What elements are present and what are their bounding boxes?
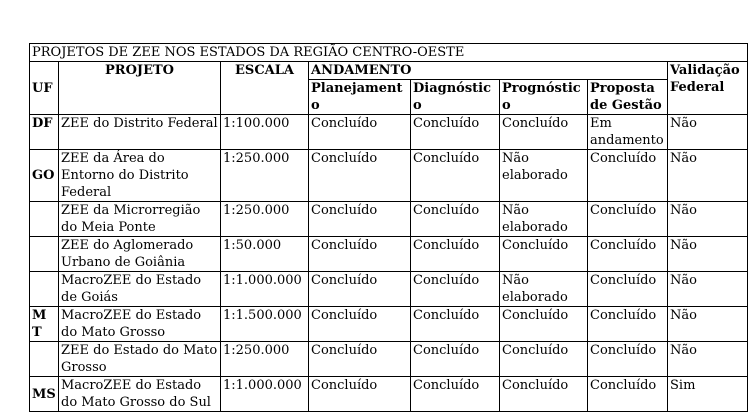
diagnostico-cell: Concluído — [411, 202, 500, 237]
diagnostico-cell: Concluído — [411, 307, 500, 342]
escala-cell: 1:250.000 — [221, 342, 309, 377]
uf-cell-empty — [30, 202, 59, 237]
validacao-cell: Não — [668, 237, 748, 272]
uf-cell-empty — [30, 237, 59, 272]
planejamento-cell: Concluído — [309, 237, 411, 272]
projeto-cell: ZEE da Área do Entorno do Distrito Federal — [59, 150, 221, 202]
validacao-cell: Não — [668, 342, 748, 377]
table-row — [30, 150, 748, 202]
projeto-cell: MacroZEE do Estado do Mato Grosso — [59, 307, 221, 342]
table-row — [30, 115, 748, 150]
title-row — [30, 44, 748, 62]
planejamento-cell: Concluído — [309, 115, 411, 150]
table-body — [30, 115, 748, 412]
table-title: PROJETOS DE ZEE NOS ESTADOS DA REGIÃO CENTRO-OESTE — [30, 44, 748, 62]
validacao-cell: Não — [668, 272, 748, 307]
projeto-cell: MacroZEE do Estado de Goiás — [59, 272, 221, 307]
projeto-cell: MacroZEE do Estado do Mato Grosso do Sul — [59, 377, 221, 412]
table-row — [30, 342, 748, 377]
header-escala: ESCALA — [221, 62, 309, 115]
prognostico-cell: Não elaborado — [500, 272, 588, 307]
table-row — [30, 202, 748, 237]
projeto-cell: ZEE da Microrregião do Meia Ponte — [59, 202, 221, 237]
proposta-cell: Concluído — [588, 150, 668, 202]
diagnostico-cell: Concluído — [411, 272, 500, 307]
diagnostico-cell: Concluído — [411, 377, 500, 412]
prognostico-cell: Concluído — [500, 307, 588, 342]
escala-cell: 1:1.000.000 — [221, 377, 309, 412]
validacao-cell: Não — [668, 307, 748, 342]
validacao-cell: Não — [668, 115, 748, 150]
proposta-cell: Concluído — [588, 202, 668, 237]
escala-cell: 1:100.000 — [221, 115, 309, 150]
header-proposta: Proposta de Gestão — [588, 80, 668, 115]
uf-cell: DF — [30, 115, 59, 150]
header-planejamento: Planejamento — [309, 80, 411, 115]
uf-cell: GO — [30, 150, 59, 202]
projeto-cell: ZEE do Estado do Mato Grosso — [59, 342, 221, 377]
diagnostico-cell: Concluído — [411, 115, 500, 150]
escala-cell: 1:1.000.000 — [221, 272, 309, 307]
planejamento-cell: Concluído — [309, 377, 411, 412]
proposta-cell: Concluído — [588, 307, 668, 342]
uf-cell-empty — [30, 342, 59, 377]
proposta-cell: Em andamento — [588, 115, 668, 150]
diagnostico-cell: Concluído — [411, 342, 500, 377]
header-projeto: PROJETO — [59, 62, 221, 115]
table-row — [30, 307, 748, 342]
header-uf: UF — [30, 62, 59, 115]
proposta-cell: Concluído — [588, 272, 668, 307]
proposta-cell: Concluído — [588, 237, 668, 272]
header-row-1 — [30, 62, 748, 80]
escala-cell: 1:1.500.000 — [221, 307, 309, 342]
escala-cell: 1:250.000 — [221, 150, 309, 202]
uf-cell-empty — [30, 272, 59, 307]
prognostico-cell: Concluído — [500, 115, 588, 150]
header-diagnostico: Diagnóstico — [411, 80, 500, 115]
diagnostico-cell: Concluído — [411, 237, 500, 272]
prognostico-cell: Concluído — [500, 342, 588, 377]
escala-cell: 1:250.000 — [221, 202, 309, 237]
table-row — [30, 272, 748, 307]
proposta-cell: Concluído — [588, 377, 668, 412]
planejamento-cell: Concluído — [309, 307, 411, 342]
prognostico-cell: Concluído — [500, 237, 588, 272]
escala-cell: 1:50.000 — [221, 237, 309, 272]
projeto-cell: ZEE do Distrito Federal — [59, 115, 221, 150]
validacao-cell: Não — [668, 150, 748, 202]
planejamento-cell: Concluído — [309, 202, 411, 237]
planejamento-cell: Concluído — [309, 150, 411, 202]
prognostico-cell: Concluído — [500, 377, 588, 412]
header-prognostico: Prognóstico — [500, 80, 588, 115]
header-validacao: Validação Federal — [668, 62, 748, 115]
prognostico-cell: Não elaborado — [500, 202, 588, 237]
header-andamento: ANDAMENTO — [309, 62, 668, 80]
zee-projects-table — [29, 43, 748, 412]
projeto-cell: ZEE do Aglomerado Urbano de Goiânia — [59, 237, 221, 272]
uf-cell: MS — [30, 377, 59, 412]
uf-cell: MT — [30, 307, 59, 342]
table-row — [30, 377, 748, 412]
diagnostico-cell: Concluído — [411, 150, 500, 202]
validacao-cell: Sim — [668, 377, 748, 412]
validacao-cell: Não — [668, 202, 748, 237]
prognostico-cell: Não elaborado — [500, 150, 588, 202]
table-row — [30, 237, 748, 272]
proposta-cell: Concluído — [588, 342, 668, 377]
planejamento-cell: Concluído — [309, 342, 411, 377]
planejamento-cell: Concluído — [309, 272, 411, 307]
